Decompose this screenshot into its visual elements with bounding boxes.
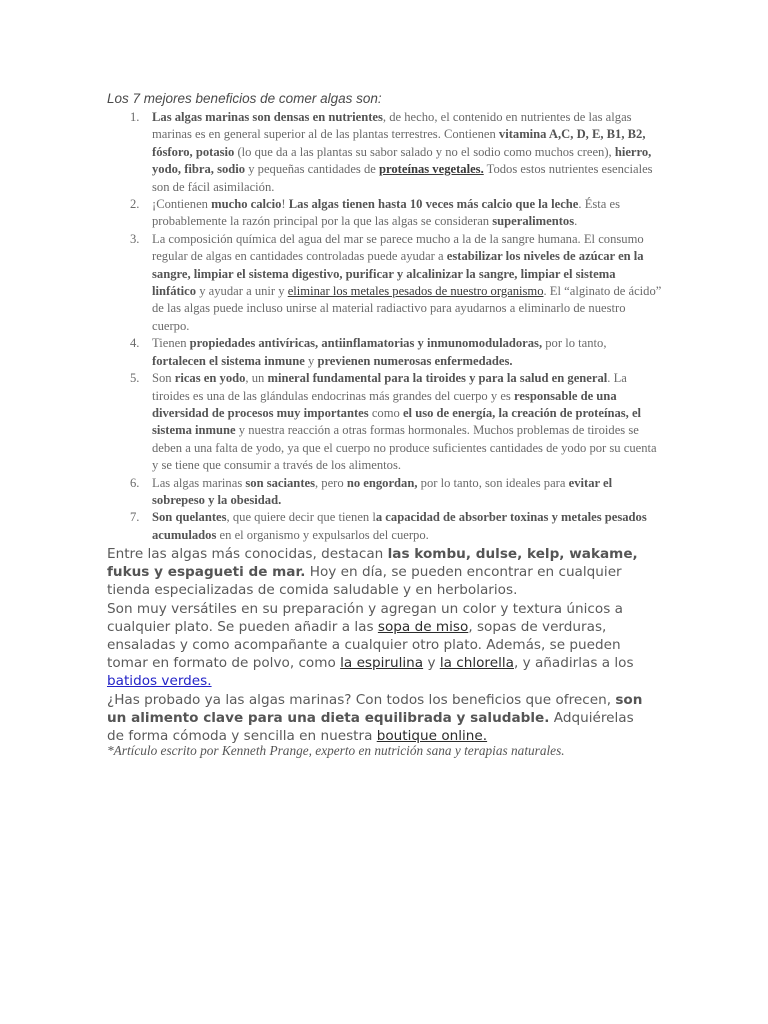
list-number: 4. (130, 336, 140, 351)
list-number: 2. (130, 197, 140, 212)
list-number: 3. (130, 231, 140, 246)
text-run: por lo tanto, (542, 336, 607, 351)
text-run: La composición química del agua del mar se parece mucho a la de la sangre humana. El consumo regular de algas en cantidades controladas puede ayudar a (152, 231, 644, 264)
text-link[interactable]: sopa de miso (377, 618, 469, 635)
text-run: como (368, 405, 403, 420)
bold-text: responsable de una diversidad de procesos muy importantes (152, 388, 617, 420)
list-number: 5. (130, 371, 140, 386)
bold-text: las kombu, dulse, kelp, wakame, fukus y espagueti de mar. (107, 546, 638, 581)
bold-text: propiedades antivíricas, antiinflamatorias y inmunomoduladoras, (189, 336, 543, 351)
benefit-item (107, 196, 662, 231)
bold-text: hierro, yodo, fibra, sodio (152, 144, 652, 177)
bold-text: vitamina A,C, D, E, B1, B2, fósforo, potasio (152, 127, 646, 159)
text-run: Son muy versátiles en su preparación y agregan un color y textura únicos a cualquier plato. Se pueden añadir a las (107, 600, 623, 635)
bold-text: no engordan, (346, 475, 418, 490)
text-run: (lo que da a las plantas su sabor salado y no el sodio como muchos creen), (234, 144, 615, 159)
list-number: 1. (130, 110, 140, 124)
body-paragraph (107, 600, 652, 691)
bold-text: evitar el sobrepeso y la obesidad. (152, 475, 613, 507)
text-run: Las algas marinas (152, 475, 246, 490)
benefit-item (107, 335, 662, 370)
text-run: ¿Has probado ya las algas marinas? Con todos los beneficios que ofrecen, (107, 691, 616, 708)
bold-text: Las algas tienen hasta 10 veces más calcio que la leche (288, 197, 579, 212)
bold-text: estabilizar los niveles de azúcar en la sangre, limpiar el sistema digestivo, purificar y alcalinizar la sangre, limpiar el sistema linfático (152, 249, 644, 299)
benefits-heading: Los 7 mejores beneficios de comer algas son: (107, 91, 382, 106)
bold-text: previenen numerosas enfermedades. (317, 353, 513, 368)
bold-text: mucho calcio (211, 197, 282, 212)
text-run: , de hecho, el contenido en nutrientes de las algas marinas es en general superior al de las plantas terrestres. Contienen (152, 110, 632, 142)
list-number: 6. (130, 475, 140, 490)
text-run: por lo tanto, son ideales para (417, 475, 569, 490)
benefits-list (107, 109, 662, 544)
author-footnote: *Artículo escrito por Kenneth Prange, experto en nutrición sana y terapias naturales. (107, 743, 565, 758)
bold-text: superalimentos (492, 214, 575, 229)
text-link[interactable]: batidos verdes. (107, 673, 212, 690)
text-run: y (304, 353, 318, 368)
text-link[interactable]: la chlorella (439, 655, 514, 672)
text-run: y (423, 655, 440, 672)
text-run: Todos estos nutrientes esenciales son de fácil asimilación. (152, 162, 653, 194)
text-run: en el organismo y expulsarlos del cuerpo. (216, 527, 429, 542)
bold-text: Las algas marinas son densas en nutrientes (152, 110, 383, 124)
bold-text: Son quelantes (152, 510, 227, 525)
text-link[interactable]: proteínas vegetales. (379, 162, 484, 177)
text-run: ! (281, 197, 289, 212)
bold-text: ricas en yodo (174, 371, 246, 386)
body-paragraph (107, 545, 652, 600)
bold-text: el uso de energía, la creación de proteínas, el sistema inmune (152, 405, 642, 438)
text-run: , que quiere decir que tienen l (226, 510, 376, 525)
benefit-item (107, 475, 662, 510)
text-run: Adquiérelas de forma cómoda y sencilla en nuestra (107, 709, 634, 745)
benefit-item (107, 509, 662, 544)
text-run: Son (152, 371, 175, 386)
text-link[interactable]: boutique online. (376, 728, 488, 745)
bold-text: son saciantes (245, 475, 315, 490)
text-run: Entre las algas más conocidas, destacan (107, 546, 388, 562)
text-run: y ayudar a unir y (196, 284, 288, 299)
list-number: 7. (130, 510, 140, 525)
body-paragraph (107, 691, 652, 746)
text-run: , pero (315, 475, 347, 490)
text-link[interactable]: eliminar los metales pesados de nuestro organismo (287, 284, 544, 299)
text-run: , sopas de verduras, ensaladas y como acompañante a cualquier otro plato. Además, se pueden tomar en formato de polvo, como (107, 618, 621, 672)
bold-text: a capacidad de absorber toxinas y metales pesados acumulados (152, 510, 647, 542)
text-run: . (574, 214, 578, 229)
text-run: y nuestra reacción a otras formas hormonales. Muchos problemas de tiroides se deben a una falta de yodo, ya que el cuerpo no produce suficientes cantidades de yodo por su cuenta y se tiene que consumir a través de los alimentos. (152, 423, 657, 473)
body-text (107, 545, 652, 745)
text-run: , y añadirlas a los (513, 655, 634, 672)
benefit-item (107, 109, 662, 196)
text-run: . La tiroides es una de las glándulas endocrinas más grandes del cuerpo y es (152, 371, 627, 403)
text-run: Hoy en día, se pueden encontrar en cualquier tienda especializadas de comida saludable y en herbolarios. (107, 564, 622, 599)
text-run: . Ésta es probablemente la razón principal por la que las algas se consideran (152, 197, 621, 229)
text-run: y pequeñas cantidades de (245, 162, 380, 177)
text-run: , un (245, 371, 268, 386)
bold-text: fortalecen el sistema inmune (152, 353, 305, 368)
bold-text: son un alimento clave para una dieta equilibrada y saludable. (107, 691, 643, 726)
benefit-item (107, 231, 662, 335)
bold-text: mineral fundamental para la tiroides y para la salud en general (267, 371, 608, 386)
text-run: ¡Contienen (152, 197, 212, 212)
text-link[interactable]: la espirulina (340, 655, 424, 672)
benefit-item (107, 370, 662, 474)
text-run: . El “alginato de ácido” de las algas puede incluso unirse al material radiactivo para ayudarnos a eliminarlo de nuestro cuerpo. (152, 284, 662, 333)
text-run: Tienen (152, 336, 190, 351)
